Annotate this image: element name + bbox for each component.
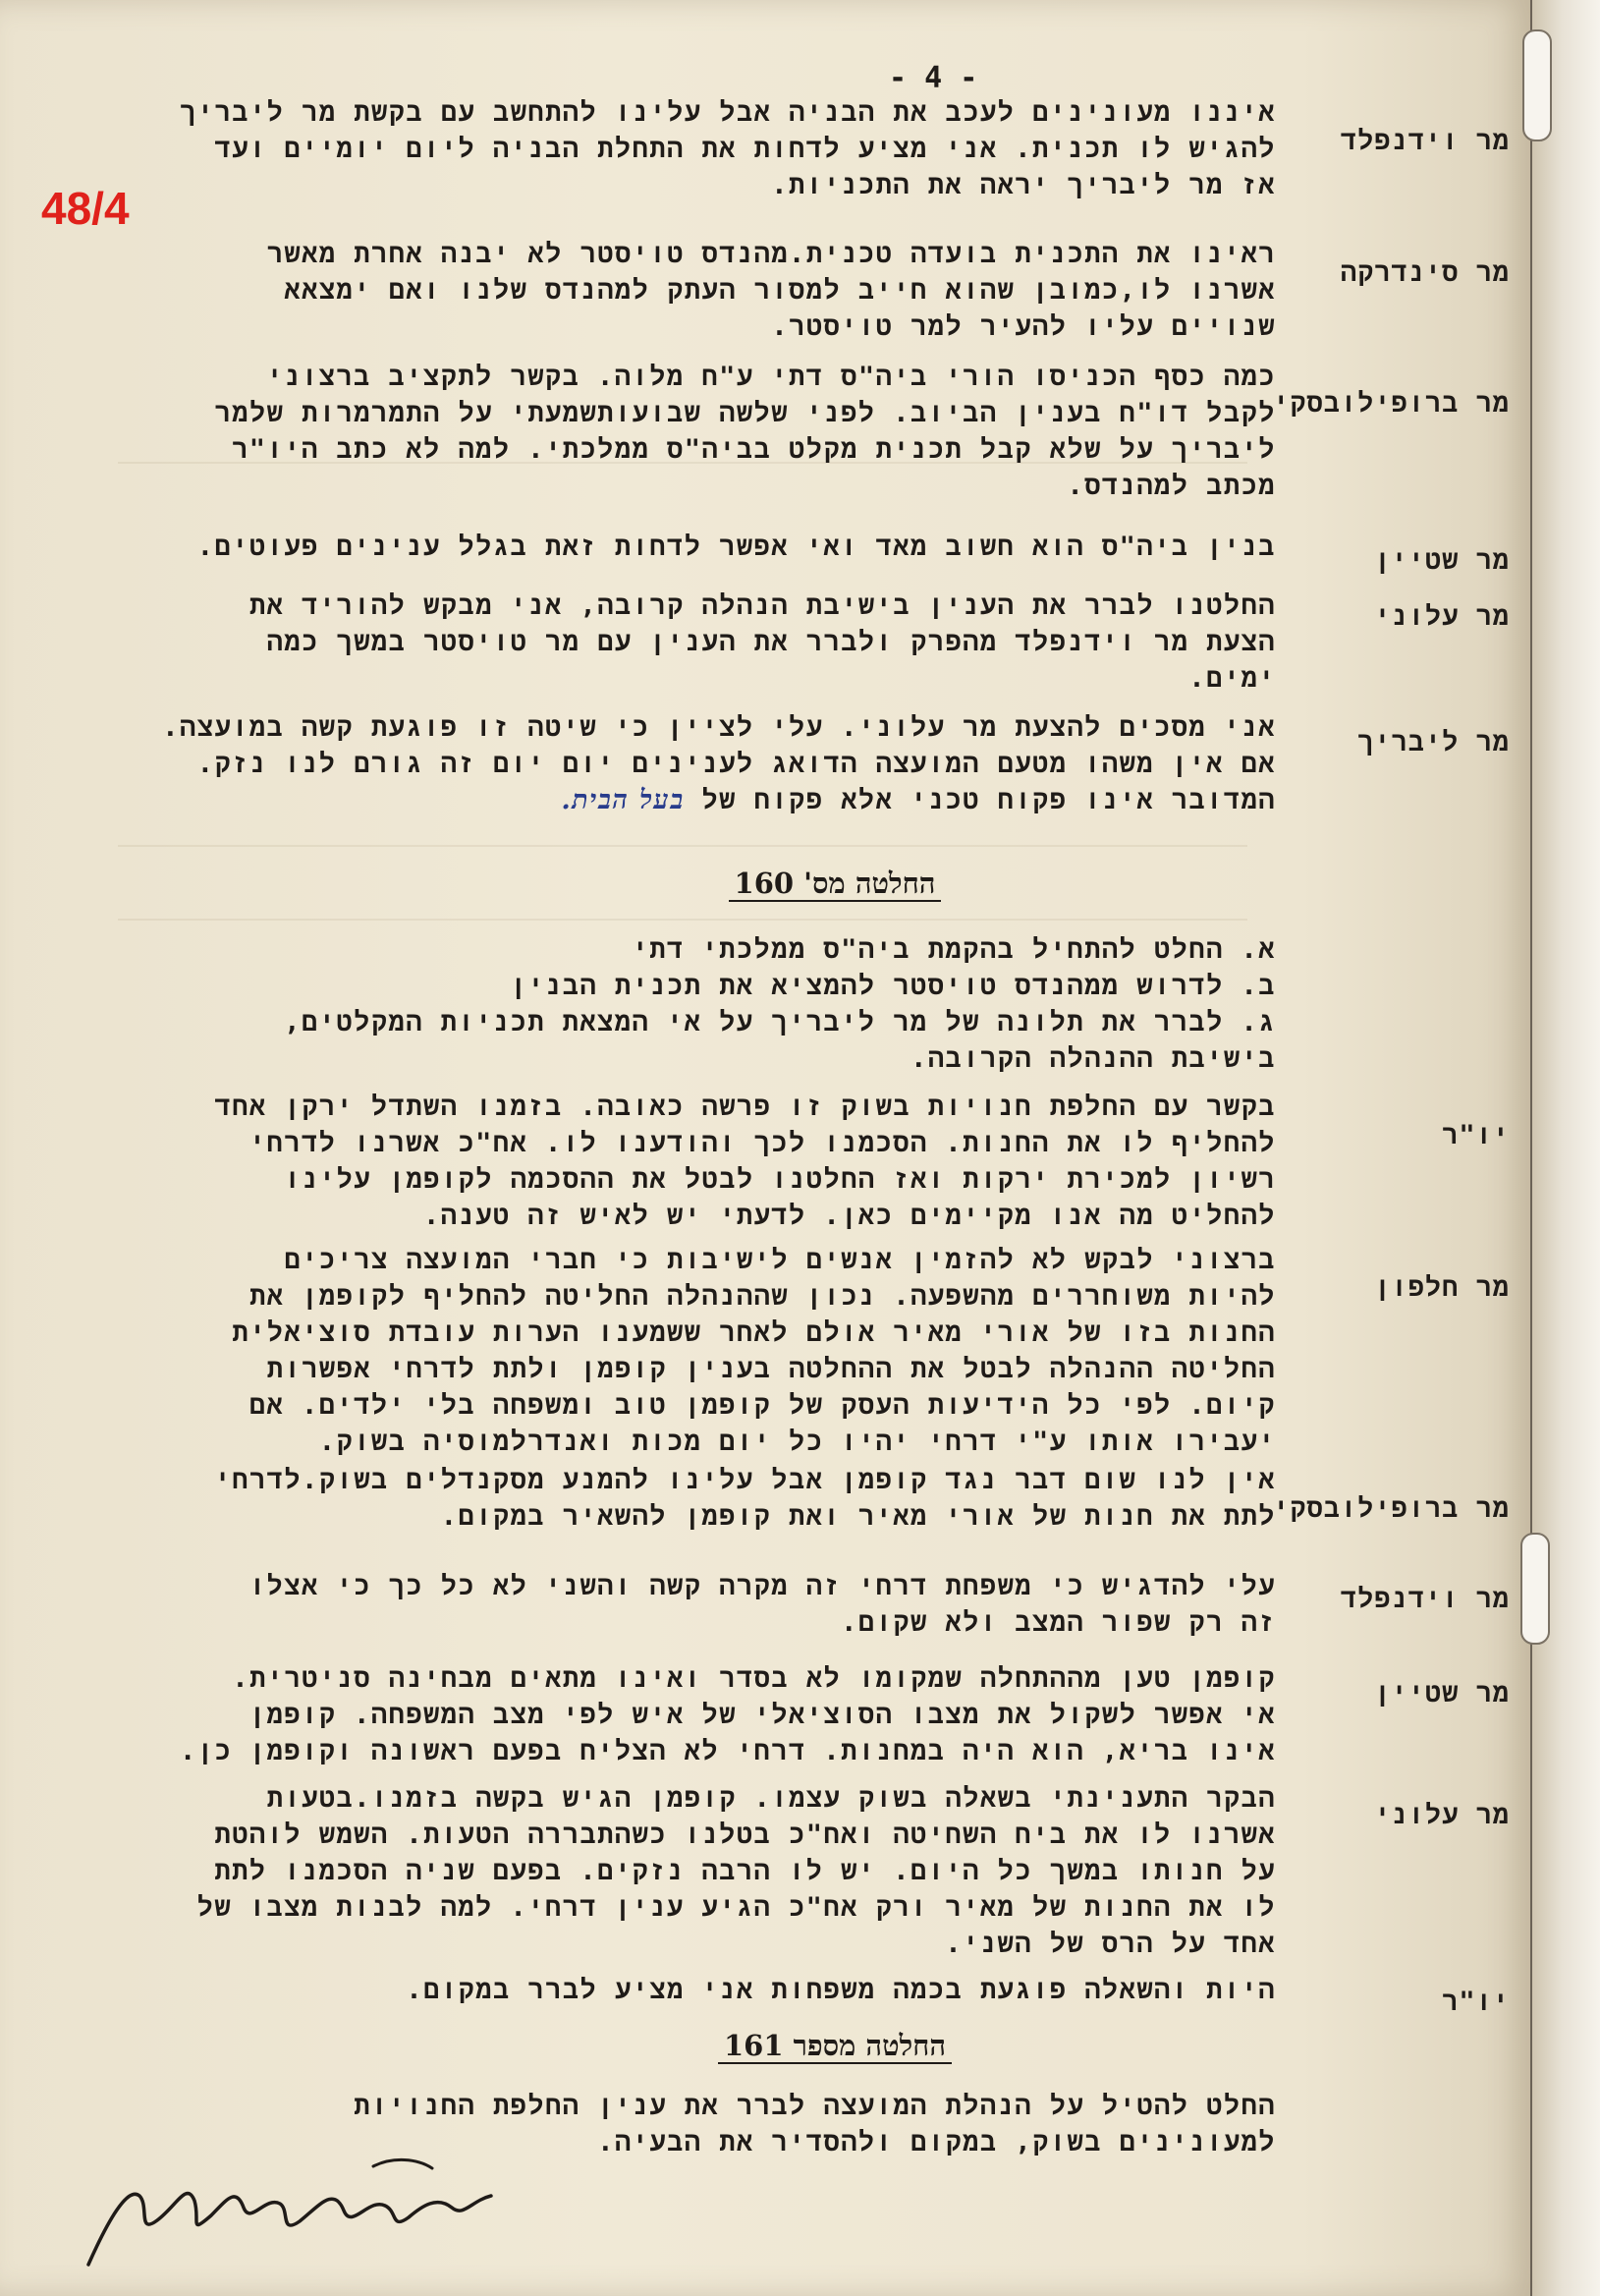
text-line: אחד על הרס של השני.	[945, 1929, 1276, 1959]
text-line: מכתב למהנדס.	[1067, 471, 1276, 501]
text-line: אז מר ליבריך יראה את התכניות.	[771, 170, 1276, 200]
decision-list	[78, 931, 1276, 1077]
text-line: לתת את חנות של אורי מאיר ואת קופמן להשאיר במקום.	[440, 1501, 1276, 1532]
paragraph	[78, 588, 1276, 697]
text-line: אם אין משהו מטעם המועצה הדואג לענינים יום יום זה גורם לנו נזק.	[196, 749, 1276, 779]
text-line: אי אפשר לשקול את מצבו הסוציאלי של איש לפי מצב המשפחה. קופמן	[248, 1700, 1276, 1730]
text-line: אשרנו לו,כמובן שהוא חייב למסור העתק למהנדס שלנו ואם ימצאא	[284, 275, 1276, 306]
text-line-printed: המדובר אינו פקוח טכני אלא פקוח של	[701, 785, 1276, 815]
text-line: להחליט מה אנו מקיימים כאן. לדעתי יש לאיש זה טענה.	[422, 1201, 1276, 1231]
text-line: בקשר עם החלפת חנויות בשוק זו פרשה כאובה. בזמנו השתדל ירקן אחד	[214, 1092, 1276, 1122]
paragraph	[78, 1242, 1276, 1460]
decision-heading	[648, 867, 1021, 901]
text-line: החלטנו לברר את הענין בישיבת הנהלה קרובה, אני מבקש להוריד את	[248, 590, 1276, 621]
speaker-label: מר חלפון	[1374, 1272, 1510, 1303]
text-line: ברצוני לבקש לא להזמין אנשים לישיבות כי חברי המועצה צריכים	[284, 1245, 1276, 1275]
text-line: להחליף לו את החנות. הסכמנו לכך והודענו לו. אח"כ אשרנו לדרחי	[248, 1128, 1276, 1158]
paragraph	[78, 94, 1276, 203]
speaker-label: מר עלוני	[1374, 1800, 1510, 1830]
text-line: על חנותו במשך כל היום. יש לו הרבה נזקים. בפעם שניה הסכמנו לתת	[214, 1856, 1276, 1886]
text-line	[78, 782, 1276, 818]
decision-item: בישיבת ההנהלה הקרובה.	[910, 1043, 1276, 1074]
text-line: אינו בריא, הוא היה במחנות. דרחי לא הצליח בפעם ראשונה וקופמן כן.	[179, 1736, 1276, 1766]
paragraph	[78, 236, 1276, 345]
text-line: ימים.	[1188, 663, 1276, 694]
paragraph	[78, 1660, 1276, 1769]
decision-item: ב. לדרוש ממהנדס טויסטר להמציא את תכנית הבנין	[510, 971, 1276, 1001]
text-line: קופמן טען מההתחלה שמקומו לא בסדר ואינו מתאים מבחינה סניטרית.	[232, 1663, 1276, 1694]
text-line: שנויים עליו להעיר למר טויסטר.	[771, 311, 1276, 342]
decision-item: ג. לברר את תלונה של מר ליבריך על אי המצאת תכניות המקלטים,	[284, 1007, 1276, 1037]
text-line: אין לנו שום דבר נגד קופמן אבל עלינו להמנע מסקנדלים בשוק.לדרחי	[214, 1465, 1276, 1495]
text-line: הצעת מר וידנפלד מהפרק ולברר את הענין עם מר טויסטר במשך כמה	[266, 627, 1276, 657]
text-line: למעונינים בשוק, במקום ולהסדיר את הבעיה.	[597, 2127, 1276, 2157]
speaker-label: יו"ר	[1442, 1987, 1510, 2017]
text-line: איננו מעונינים לעכב את הבניה אבל עלינו להתחשב עם בקשת מר ליבריך	[180, 97, 1276, 128]
text-line: לקבל דו"ח בענין הביוב. לפני שלשה שבועותשמעתי על התמרמרות שלמר	[214, 398, 1276, 428]
paragraph	[78, 1568, 1276, 1641]
bleed-through-line	[118, 919, 1247, 921]
binder-hole-top	[1522, 29, 1552, 141]
text-line: כמה כסף הכניסו הורי ביה"ס דתי ע"ח מלוה. בקשר לתקציב ברצוני	[266, 362, 1276, 392]
paragraph	[78, 709, 1276, 818]
text-line: להיות משוחררים מהשפעה. נכון שההנהלה החליטה להחליף לקופמן את	[249, 1281, 1276, 1312]
paragraph	[78, 1089, 1276, 1234]
text-line: היות והשאלה פוגעת בכמה משפחות אני מציע לברר במקום.	[406, 1975, 1276, 2005]
decision-heading-text: החלטה מס' 160	[729, 867, 942, 902]
speaker-label: מר עלוני	[1374, 601, 1510, 632]
page-number: - 4 -	[889, 61, 978, 95]
text-line: אני מסכים להצעת מר עלוני. עלי לציין כי שיטה זו פוגעת קשה במועצה.	[162, 712, 1276, 743]
paragraph	[78, 1972, 1276, 2008]
paragraph	[78, 1462, 1276, 1535]
speaker-label: מר שטיין	[1374, 1678, 1510, 1708]
text-line: זה רק שפור המצב ולא שקום.	[841, 1607, 1276, 1638]
decision-heading-text: החלטה מספר 161	[718, 2029, 952, 2064]
speaker-label: מר ברופילובסקי	[1273, 1493, 1510, 1524]
text-line: להגיש לו תכנית. אני מציע לדחות את התחלת הבניה ליום יומיים ועד	[214, 134, 1276, 164]
text-line: החליטה ההנהלה לבטל את ההחלטה בענין קופמן ולתת לדרחי אפשרות	[266, 1354, 1276, 1384]
text-line: החנות בזו של אורי מאיר אולם לאחר ששמענו הערות עובדת סוציאלית	[232, 1317, 1276, 1348]
speaker-label: יו"ר	[1442, 1120, 1510, 1150]
text-line: בנין ביה"ס הוא חשוב מאד ואי אפשר לדחות זאת בגלל ענינים פעוטים.	[196, 532, 1276, 562]
handwritten-signature	[79, 2127, 511, 2274]
handwritten-insertion: בעל הבית.	[561, 785, 685, 815]
speaker-label: מר וידנפלד	[1340, 1584, 1510, 1614]
text-line: עלי להדגיש כי משפחת דרחי זה מקרה קשה והשני לא כל כך כי אצלו	[248, 1571, 1276, 1601]
text-line: רשיון למכירת ירקות ואז החלטנו לבטל את ההסכמה לקופמן עלינו	[284, 1164, 1276, 1195]
binder-hole-middle	[1520, 1533, 1550, 1645]
decision-item: א. החלט להתחיל בהקמת ביה"ס ממלכתי דתי	[632, 934, 1276, 965]
text-line: החלט להטיל על הנהלת המועצה לברר את ענין החלפת החנויות	[354, 2091, 1276, 2121]
speaker-label: מר ברופילובסקי	[1273, 388, 1510, 419]
decision-heading	[648, 2029, 1021, 2063]
text-line: אשרנו לו את ביח השחיטה ואח"כ בטלנו כשהתבררה הטעות. השמש לוהטת	[214, 1820, 1276, 1850]
speaker-label: מר שטיין	[1374, 545, 1510, 576]
speaker-label: מר סינדרקה	[1340, 257, 1510, 288]
text-line: ליבריך על שלא קבל תכנית מקלט בביה"ס ממלכתי. למה לא כתב היו"ר	[232, 434, 1276, 465]
speaker-label: מר וידנפלד	[1340, 126, 1510, 156]
text-line: קיום. לפי כל הידיעות העסק של קופמן טוב ומשפחה בלי ילדים. אם	[248, 1390, 1276, 1421]
reference-mark: 48/4	[41, 183, 130, 234]
text-line: הבקר התענינתי בשאלה בשוק עצמו. קופמן הגיש בקשה בזמנו.בטעות	[266, 1783, 1276, 1814]
text-line: ראינו את התכנית בועדה טכנית.מהנדס טויסטר לא יבנה אחרת מאשר	[266, 239, 1276, 269]
text-line: לו את החנות של מאיר ורק אח"כ הגיע ענין דרחי. למה לבנות מצבו של	[196, 1892, 1276, 1923]
paragraph	[78, 1780, 1276, 1962]
bleed-through-line	[118, 845, 1247, 847]
paragraph	[78, 359, 1276, 504]
speaker-label: מר ליבריך	[1357, 727, 1510, 757]
paragraph	[78, 529, 1276, 565]
binder-edge	[1532, 0, 1600, 2296]
text-line: יעבירו אותו ע"י דרחי יהיו כל יום מכות ואנדרלמוסיה בשוק.	[318, 1427, 1276, 1457]
